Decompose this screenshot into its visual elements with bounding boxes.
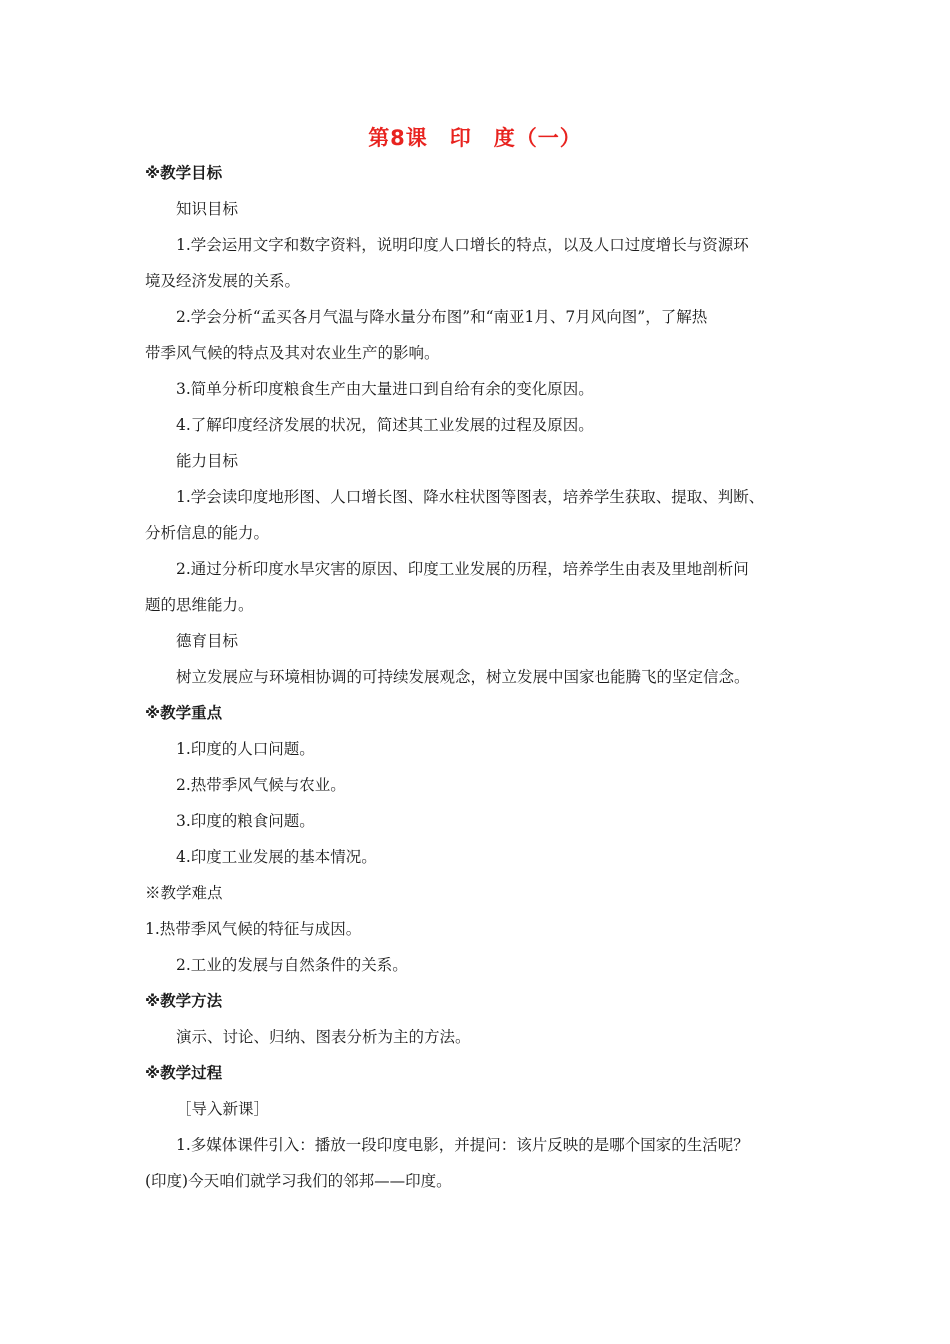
paragraph-line: 分析信息的能力。 [145,524,270,542]
paragraph-line: 2.热带季风气候与农业。 [176,776,346,794]
paragraph-line: 1.学会运用文字和数字资料，说明印度人口增长的特点，以及人口过度增长与资源环 [176,236,749,254]
paragraph-line: 1.学会读印度地形图、人口增长图、降水柱状图等图表，培养学生获取、提取、判断、 [176,488,765,506]
paragraph-line: 带季风气候的特点及其对农业生产的影响。 [145,344,440,362]
paragraph-line: 2.通过分析印度水旱灾害的原因、印度工业发展的历程，培养学生由表及里地剖析问 [176,560,749,578]
paragraph-line: 能力目标 [176,452,239,470]
paragraph-line: (印度)今天咱们就学习我们的邻邦——印度。 [145,1172,452,1190]
lesson-title: 第8课 印 度（一） [368,126,582,150]
paragraph-line: 德育目标 [176,632,239,650]
section-heading: ※教学重点 [145,704,223,722]
paragraph-line: 3.简单分析印度粮食生产由大量进口到自给有余的变化原因。 [176,380,594,398]
paragraph-line: 境及经济发展的关系。 [145,272,301,290]
paragraph-line: 树立发展应与环境相协调的可持续发展观念，树立发展中国家也能腾飞的坚定信念。 [176,668,750,686]
paragraph-line: 4.印度工业发展的基本情况。 [176,848,377,866]
section-heading: ※教学方法 [145,992,223,1010]
paragraph-line: 演示、讨论、归纳、图表分析为主的方法。 [176,1028,471,1046]
paragraph-line: 4.了解印度经济发展的状况，简述其工业发展的过程及原因。 [176,416,594,434]
section-heading: ※教学目标 [145,164,223,182]
paragraph-line: ※教学难点 [145,884,223,902]
paragraph-line: 1.印度的人口问题。 [176,740,315,758]
paragraph-line: 知识目标 [176,200,239,218]
paragraph-line: ［导入新课］ [176,1100,270,1118]
paragraph-line: 题的思维能力。 [145,596,254,614]
paragraph-line: 1.热带季风气候的特征与成因。 [145,920,362,938]
section-heading: ※教学过程 [145,1064,223,1082]
paragraph-line: 2.工业的发展与自然条件的关系。 [176,956,408,974]
paragraph-line: 2.学会分析“孟买各月气温与降水量分布图”和“南亚1月、7月风向图”，了解热 [176,308,708,326]
paragraph-line: 1.多媒体课件引入：播放一段印度电影，并提问：该片反映的是哪个国家的生活呢？ [176,1136,749,1154]
paragraph-line: 3.印度的粮食问题。 [176,812,315,830]
